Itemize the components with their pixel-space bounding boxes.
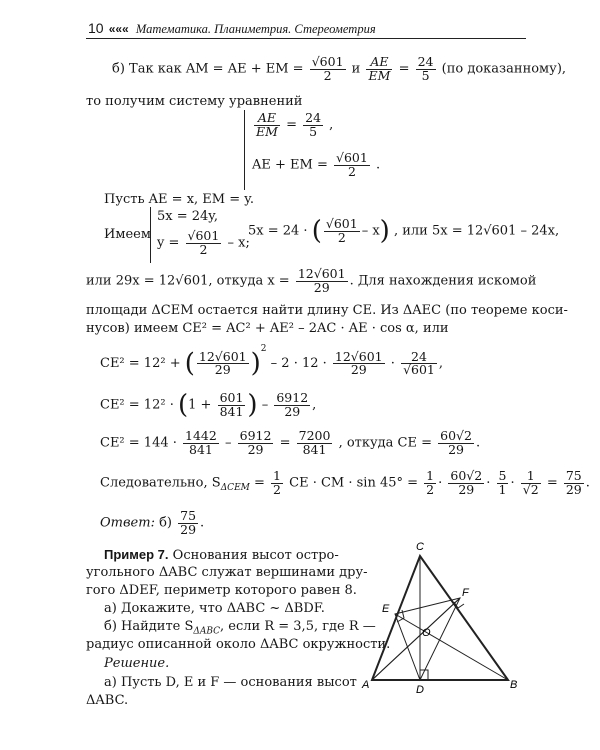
book-title: Математика. Планиметрия. Стереометрия <box>135 22 376 36</box>
have-brace <box>150 207 151 263</box>
label-d: D <box>416 684 424 696</box>
label-o: O <box>422 627 431 639</box>
header-rule <box>86 38 526 39</box>
have-eq2: y = $\frac{√601}{2}$ – x; <box>157 228 250 257</box>
label-a: A <box>362 679 370 691</box>
sqrt601-over-2: $\frac{√601}{2}$ <box>311 54 344 83</box>
example7-line6: радиус описанной около ΔABC окружности. <box>86 637 391 652</box>
line-29x: или 29x = 12√601, откуда x = $\frac{12√601}{29}$ . Для нахождения искомой <box>86 266 537 295</box>
have-word: Имеем <box>104 227 151 242</box>
example7-title: Пример 7. <box>104 547 169 562</box>
label-f: F <box>462 587 469 599</box>
triangle-def <box>395 598 460 680</box>
solution-label: Решение. <box>104 656 170 671</box>
label-c: C <box>416 541 424 553</box>
example7-line3: гого ΔDEF, периметр которого равен 8. <box>86 583 357 598</box>
ce-equation-2: CE² = 12² · (1 + $\frac{601}{841}$ ) – $\frac{6912}{29}$ , <box>100 390 317 420</box>
part-b-line1: б) Так как AM = AE + EM = $\frac{√601}{2}$ и $\frac{AE}{EM}$ = $\frac{24}{5}$ (по доказанному), <box>112 54 567 83</box>
let-line: Пусть AE = x, EM = y. <box>104 192 255 207</box>
system-eq1: $\frac{AE}{EM}$ = $\frac{24}{5}$ , <box>256 110 334 139</box>
proven-note: (по доказанному), <box>441 61 567 77</box>
ce-equation-3: CE² = 144 · $\frac{1442}{841}$ – $\frac{6912}{29}$ = $\frac{7200}{841}$ , откуда CE = $\frac{60√2}{29}$ . <box>100 428 481 457</box>
solution-line1: а) Пусть D, E и F — основания высот <box>104 675 357 690</box>
paragraph-line2: нусов) имеем CE² = AC² + AE² – 2AC · AE · cos α, или <box>86 321 449 336</box>
page-number: 10 <box>88 20 104 36</box>
ae-over-em: $\frac{AE}{EM}$ <box>368 54 391 83</box>
am-expression: б) Так как AM = AE + EM = <box>112 61 304 77</box>
part-b-line2: то получим систему уравнений <box>86 94 303 109</box>
have-eq1: 5x = 24y, <box>157 209 219 224</box>
answer-line: Ответ: б) $\frac{75}{29}$ . <box>100 508 205 537</box>
have-equation: 5x = 24 · ( $\frac{√601}{2}$ – x) , или 5x = 12√601 – 24x, <box>248 216 560 246</box>
page-header <box>88 20 376 37</box>
triangle-figure <box>360 540 525 700</box>
system-eq2: AE + EM = $\frac{√601}{2}$ . <box>252 150 381 179</box>
ce-equation-1: CE² = 12² + ( $\frac{12√601}{29}$ )$^2$ – 2 · 12 · $\frac{12√601}{29}$ · $\frac{24}{√601}$ , <box>100 344 444 379</box>
altitude-be <box>395 614 508 680</box>
conclusion-line: Следовательно, $S_{\Delta CEM}$ = $\frac{1}{2}$ CE · CM · sin 45° = $\frac{1}{2}$ · $\frac{60√2}{29}$ · $\frac{5}{1}$ · $\frac{1}{√2}$ = $\frac{75}{29}$ . <box>100 468 590 497</box>
example7-line1: Пример 7. Основания высот остро- <box>104 547 339 563</box>
label-e: E <box>382 603 390 615</box>
example7-line5: б) Найдите $S_{\Delta ABC}$, если R = 3,5, где R — <box>104 619 376 637</box>
label-b: B <box>510 679 518 691</box>
and-word: и <box>351 61 361 77</box>
example7-line2: угольного ΔABC служат вершинами дру- <box>86 565 368 580</box>
example7-line4: а) Докажите, что ΔABC ~ ΔBDF. <box>104 601 325 616</box>
solution-line2: ΔABC. <box>86 693 129 708</box>
24-over-5: $\frac{24}{5}$ <box>417 54 434 83</box>
header-separator: ««« <box>108 22 129 36</box>
paragraph-line1: площади ΔCEM остается найти длину CE. Из ΔAEC (по теореме коси- <box>86 303 568 318</box>
system-brace <box>244 110 245 190</box>
